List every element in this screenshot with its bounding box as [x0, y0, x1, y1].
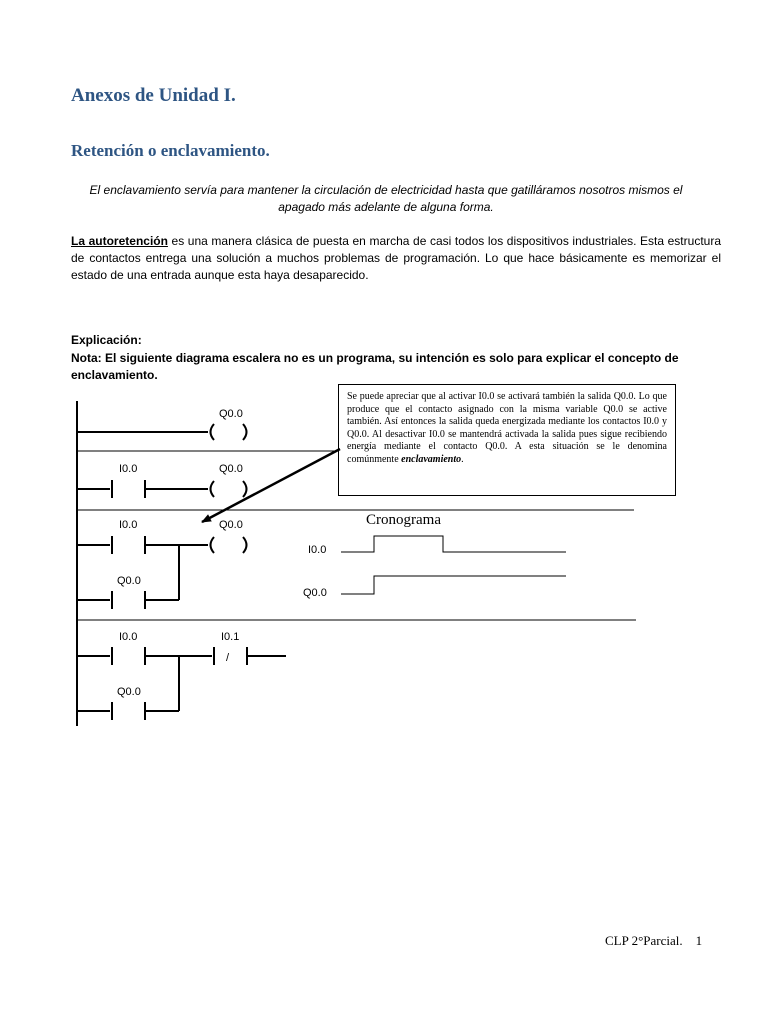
- autoretencion-text: es una manera clásica de puesta en marcha de casi todos los dispositivos industriales. Esta estructura de contactos entrega una solución a muchos problemas de programación. Lo que hace básicamente es memorizar el estado de una entrada aunque esta haya desaparecido.: [71, 234, 721, 282]
- cronograma-title: Cronograma: [366, 512, 441, 528]
- timing-trace-i00: [341, 536, 566, 552]
- contact-label: I0.0: [119, 631, 138, 643]
- signal-label-i00: I0.0: [308, 544, 327, 556]
- section-heading: Retención o enclavamiento.: [71, 141, 270, 160]
- explicacion-title: Explicación:: [71, 333, 142, 347]
- contact-label: I0.0: [119, 463, 138, 475]
- timing-trace-q00: [341, 576, 566, 594]
- callout-text: Se puede apreciar que al activar I0.0 se activará también la salida Q0.0. Lo que produce que el contacto asignado con la misma variable Q0.0 se active también. Así entonces la salida queda energizada mediante los contactos I0.0 y Q0.0. Al desactivar I0.0 se mantendrá activada la salida pues sigue recibiendo energía mediante el contacto Q0.0. A esta situación se le denomina comúnmente: [347, 391, 667, 465]
- page-heading: Anexos de Unidad I.: [71, 85, 236, 106]
- intro-text: El enclavamiento servía para mantener la circulación de electricidad hasta que gatilláramos nosotros mismos el apagado más adelante de alguna forma.: [89, 183, 683, 214]
- rung-2: [77, 480, 247, 498]
- callout-end: .: [461, 453, 464, 465]
- nc-contact-label: I0.1: [221, 631, 240, 643]
- rung-3: [77, 536, 247, 609]
- rung-1: [77, 424, 247, 440]
- callout-arrow: [202, 449, 340, 522]
- coil-q00-rung3: [211, 537, 215, 553]
- rung-4: [77, 647, 286, 720]
- coil-q00-rung1: [211, 424, 215, 440]
- parallel-contact-label: Q0.0: [117, 575, 141, 587]
- callout-emphasis: enclavamiento: [401, 453, 462, 465]
- page-footer: CLP 2°Parcial. 1: [605, 933, 703, 948]
- contact-label: I0.0: [119, 519, 138, 531]
- coil-label: Q0.0: [219, 463, 243, 475]
- nc-slash: /: [226, 652, 230, 664]
- signal-label-q00: Q0.0: [303, 587, 327, 599]
- autoretencion-term: La autoretención: [71, 234, 168, 248]
- coil-label: Q0.0: [219, 519, 243, 531]
- nota-label: Nota:: [71, 351, 102, 365]
- parallel-contact-label: Q0.0: [117, 686, 141, 698]
- nota-text: El siguiente diagrama escalera no es un programa, su intención es solo para explicar el concepto de enclavamiento.: [71, 351, 679, 382]
- coil-q00-rung2: [211, 481, 215, 497]
- coil-label: Q0.0: [219, 408, 243, 420]
